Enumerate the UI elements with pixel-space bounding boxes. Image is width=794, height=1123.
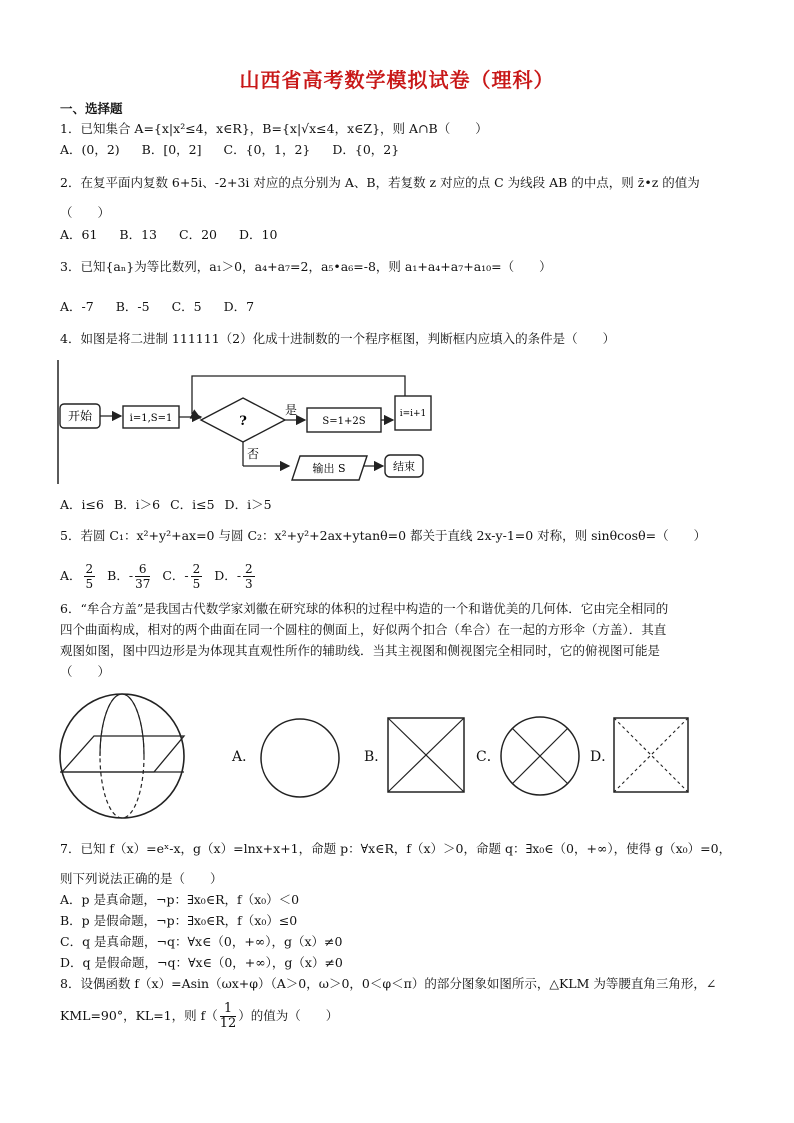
q6-option-a-label[interactable]: A．	[232, 749, 257, 765]
question-5-options	[60, 558, 257, 594]
mouhe-fanggai-figure	[56, 686, 192, 822]
question-2-paren: （ ）	[60, 205, 111, 220]
q4-option-d[interactable]: D．i＞5	[224, 497, 272, 512]
question-2-options	[60, 226, 295, 244]
question-6-line-2: 四个曲面构成，相对的两个曲面在同一个圆柱的侧面上，好似两个扣合（牟合）在一起的方形伞（方盖）．其直	[60, 622, 667, 637]
question-6-line-1: 6．“牟合方盖”是我国古代数学家刘徽在研究球的体积的过程中构造的一个和谐优美的几何体．它由完全相同的	[60, 601, 669, 616]
exam-title: 山西省高考数学模拟试卷（理科）	[239, 68, 555, 92]
question-7-line-1: 7．已知 f（x）=eˣ-x，g（x）=lnx+x+1，命题 p：∀x∈R，f（x）＞0，命题 q：∃x₀∈（0，+∞），使得 g（x₀）=0，	[60, 841, 732, 856]
q5-option-b[interactable]: B．- $\frac{6}{37}$	[107, 562, 151, 591]
flow-no-label: 否	[247, 447, 260, 461]
q2-option-a[interactable]: A．61	[60, 227, 98, 242]
flow-yes-label: 是	[285, 403, 298, 417]
q1-option-d[interactable]: D．{0，2}	[332, 142, 400, 157]
flow-decision-text: ?	[239, 414, 247, 429]
q4-option-a[interactable]: A．i≤6	[60, 497, 104, 512]
flow-end-text: 结束	[393, 460, 415, 473]
flow-output-text: 输出 S	[312, 462, 346, 475]
q4-option-c[interactable]: C．i≤5	[170, 497, 215, 512]
q6-option-b-label[interactable]: B．	[364, 749, 389, 765]
flowchart-figure	[55, 356, 475, 488]
flow-init-text: i=1,S=1	[129, 413, 173, 424]
q5-option-c[interactable]: C．- $\frac{2}{5}$	[162, 562, 201, 591]
question-4-stem: 4．如图是将二进制 111111（2）化成十进制数的一个程序框图，判断框内应填入的条件是（ ）	[60, 331, 616, 346]
q7-option-c[interactable]: C．q 是真命题，¬q：∀x∈（0，+∞），g（x）≠0	[60, 934, 343, 949]
q2-option-d[interactable]: D．10	[238, 227, 278, 242]
q6-option-d-figure[interactable]	[612, 716, 690, 794]
flow-start-text: 开始	[67, 409, 93, 423]
question-5-stem: 5．若圆 C₁：x²+y²+ax=0 与圆 C₂：x²+y²+2ax+ytanθ=0 都关于直线 2x-y-1=0 对称，则 sinθcosθ=（ ）	[60, 528, 707, 543]
question-8-line-1: 8．设偶函数 f（x）=Asin（ωx+φ）（A＞0，ω＞0，0＜φ＜π）的部分图象如图所示，△KLM 为等腰直角三角形，∠	[60, 976, 717, 991]
question-3-stem: 3．已知{aₙ}为等比数列，a₁＞0，a₄+a₇=2，a₅•a₆=-8，则 a₁+a₄+a₇+a₁₀=（ ）	[60, 259, 552, 274]
q2-option-c[interactable]: C．20	[179, 227, 217, 242]
q6-option-c-label[interactable]: C．	[476, 749, 501, 765]
q7-option-b[interactable]: B．p 是假命题，¬p：∃x₀∈R，f（x₀）≤0	[60, 913, 298, 928]
q5-option-d[interactable]: D．- $\frac{2}{3}$	[214, 562, 253, 591]
question-1-stem: 1．已知集合 A={x|x²≤4，x∈R}，B={x|√x≤4，x∈Z}，则 A∩B（ ）	[60, 121, 488, 136]
question-6-paren: （ ）	[60, 664, 111, 679]
q6-option-d-label[interactable]: D．	[590, 749, 616, 765]
question-6-line-3: 观图如图，图中四边形是为体现其直观性所作的辅助线．当其主视图和侧视图完全相同时，它的俯视图可能是	[60, 643, 661, 658]
q6-option-b-figure[interactable]	[386, 716, 466, 794]
q3-option-a[interactable]: A．-7	[60, 299, 94, 314]
question-8-line-2: KML=90°，KL=1，则 f（ $\frac{1}{12}$ ）的值为（ ）	[60, 1001, 339, 1031]
q7-option-a[interactable]: A．p 是真命题，¬p：∃x₀∈R，f（x₀）＜0	[60, 892, 300, 907]
q3-option-d[interactable]: D．7	[223, 299, 255, 314]
flow-process-text: S=1+2S	[322, 416, 366, 427]
section-heading: 一、选择题	[60, 101, 123, 116]
question-4-options	[60, 496, 290, 514]
q6-option-c-figure[interactable]	[498, 714, 582, 798]
q3-option-c[interactable]: C．5	[171, 299, 202, 314]
q1-option-b[interactable]: B．[0，2]	[141, 142, 202, 157]
question-2-stem: 2．在复平面内复数 6+5i、-2+3i 对应的点分别为 A、B，若复数 z 对应的点 C 为线段 AB 的中点，则 z̄•z 的值为	[60, 175, 700, 190]
q5-option-a[interactable]: A． $\frac{2}{5}$	[60, 562, 94, 591]
question-7-line-2: 则下列说法正确的是（ ）	[60, 871, 223, 886]
q7-option-d[interactable]: D．q 是假命题，¬q：∀x∈（0，+∞），g（x）≠0	[60, 955, 343, 970]
question-3-options	[60, 298, 272, 316]
flow-increment-text: i=i+1	[399, 409, 427, 419]
q4-option-b[interactable]: B．i＞6	[113, 497, 161, 512]
question-1-options	[60, 141, 417, 159]
q1-option-a[interactable]: A．(0，2)	[60, 142, 120, 157]
q2-option-b[interactable]: B．13	[119, 227, 158, 242]
q6-option-a-figure[interactable]	[258, 716, 342, 800]
q3-option-b[interactable]: B．-5	[115, 299, 150, 314]
q1-option-c[interactable]: C．{0，1，2}	[223, 142, 311, 157]
